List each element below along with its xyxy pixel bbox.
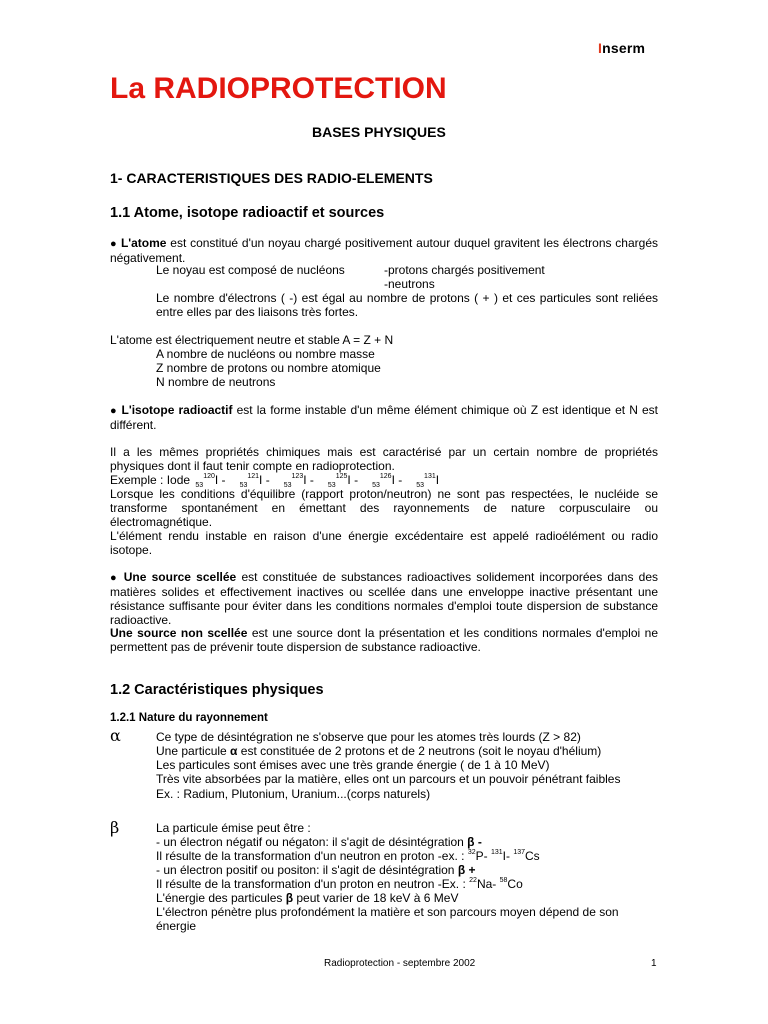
beta-symbol: β xyxy=(110,818,120,837)
element-symbol: Cs xyxy=(525,849,540,863)
bullet-icon: ● xyxy=(110,238,118,250)
atome-electrons: Le nombre d'électrons ( -) est égal au nombre de protons ( + ) et ces particules sont reliées entre elles par des liaisons très fortes. xyxy=(156,291,658,319)
separator: - xyxy=(350,473,359,487)
source-non-scellee-paragraph xyxy=(110,626,658,654)
beta-line-5 xyxy=(156,877,523,891)
separator: - xyxy=(394,473,403,487)
isotope-para3: Lorsque les conditions d'équilibre (rapport proton/neutron) ne sont pas respectées, le nucléide se transforme spontanément en émettant des rayonnements de nature corpusculaire ou électromagnétique. xyxy=(110,487,658,529)
element-symbol: I xyxy=(303,473,307,487)
separator: - xyxy=(218,473,226,487)
alpha-inline-symbol: α xyxy=(230,744,238,758)
iodine-isotope xyxy=(372,473,402,487)
isotope-text: est la forme instable d'un même élément chimique où Z est identique et N est différent. xyxy=(110,403,658,432)
iodine-isotope xyxy=(240,473,270,487)
bullet-icon: ● xyxy=(110,405,118,417)
atome-neutrons: -neutrons xyxy=(384,277,435,291)
source-text-2: est une source dont la présentation et les conditions normales d'emploi ne permettent pas de prévenir toute dispersion de substance radioactive. xyxy=(110,626,658,654)
mass-number: 131 xyxy=(424,473,436,480)
logo-initial: I xyxy=(598,40,603,56)
def-a: A nombre de nucléons ou nombre masse xyxy=(156,347,375,361)
def-n: N nombre de neutrons xyxy=(156,375,276,389)
def-z: Z nombre de protons ou nombre atomique xyxy=(156,361,381,375)
page-footer: Radioprotection - septembre 2002 xyxy=(324,958,476,969)
alpha-line-5: Ex. : Radium, Plutonium, Uranium...(corps naturels) xyxy=(156,787,431,801)
iodine-isotope xyxy=(195,473,225,487)
beta-line-2 xyxy=(156,835,482,849)
beta-line-6b: peut varier de 18 keV à 6 MeV xyxy=(293,891,459,905)
atome-paragraph xyxy=(110,236,658,265)
atomic-number: 53 xyxy=(283,482,292,489)
example-label: Exemple : Iode xyxy=(110,473,191,487)
section-1-2-heading: 1.2 Caractéristiques physiques xyxy=(110,682,324,698)
mass-number: 126 xyxy=(379,473,392,480)
beta-line-5-text: Il résulte de la transformation d'un proton en neutron -Ex. : xyxy=(156,877,470,891)
atomic-number: 53 xyxy=(416,482,425,489)
beta-line-2-text: - un électron négatif ou négaton: il s'agit de désintégration xyxy=(156,835,468,849)
beta-line-7: L'électron pénètre plus profondément la matière et son parcours moyen dépend de son énergie xyxy=(156,905,619,933)
element-symbol: I xyxy=(435,473,440,487)
separator: - xyxy=(262,473,270,487)
mass-number: 123 xyxy=(291,473,304,480)
mass-number: 120 xyxy=(203,473,215,480)
iodine-isotope-list xyxy=(193,473,439,487)
separator: - xyxy=(306,473,314,487)
element-symbol: I xyxy=(214,473,219,487)
iodine-isotope xyxy=(416,473,439,487)
source-lead-2: Une source non scellée xyxy=(110,626,248,640)
element-symbol: P- xyxy=(475,849,491,863)
atome-protons: -protons chargés positivement xyxy=(384,263,545,277)
iodine-isotope xyxy=(284,473,314,487)
isotope-lead: L'isotope radioactif xyxy=(121,403,233,417)
alpha-line-2a: Une particule xyxy=(156,744,231,758)
alpha-line-2b: est constituée de 2 protons et de 2 neutrons (soit le noyau d'hélium) xyxy=(237,744,602,758)
beta-line-4-text: - un électron positif ou positon: il s'agit de désintégration xyxy=(156,863,458,877)
atomic-number: 53 xyxy=(327,482,336,489)
inserm-logo xyxy=(598,40,645,56)
isotope-paragraph xyxy=(110,403,658,432)
mass-number: 131 xyxy=(490,849,503,856)
beta-line-6a: L'énergie des particules xyxy=(156,891,286,905)
alpha-line-4: Très vite absorbées par la matière, elles ont un parcours et un pouvoir pénétrant faibles xyxy=(156,772,621,786)
atomic-number: 53 xyxy=(372,482,380,489)
atome-text: est constitué d'un noyau chargé positivement autour duquel gravitent les électrons chargés négativement. xyxy=(110,236,658,265)
atomic-number: 53 xyxy=(195,482,204,489)
alpha-line-3: Les particules sont émises avec une très grande énergie ( de 1 à 10 MeV) xyxy=(156,758,550,772)
beta-minus: β - xyxy=(467,835,482,849)
mass-number: 137 xyxy=(513,849,525,856)
mass-number: 58 xyxy=(499,877,508,884)
mass-number: 22 xyxy=(469,877,477,884)
source-lead: Une source scellée xyxy=(123,570,237,584)
beta-line-3-text: Il résulte de la transformation d'un neutron en proton -ex. : xyxy=(156,849,468,863)
page-number: 1 xyxy=(651,958,657,969)
isotope-para2: Il a les mêmes propriétés chimiques mais est caractérisé par un certain nombre de propriétés physiques dont il faut tenir compte en radioprotection. xyxy=(110,445,658,473)
beta-line-4 xyxy=(156,863,475,877)
section-1-heading: 1- CARACTERISTIQUES DES RADIO-ELEMENTS xyxy=(110,170,433,186)
beta-line-3 xyxy=(156,849,540,863)
section-1-1-heading: 1.1 Atome, isotope radioactif et sources xyxy=(110,205,385,221)
mass-number: 125 xyxy=(335,473,348,480)
logo-text: nserm xyxy=(602,40,646,56)
page-subtitle: BASES PHYSIQUES xyxy=(312,124,446,140)
mass-number: 121 xyxy=(247,473,260,480)
iodine-example xyxy=(110,473,439,487)
source-scellee-paragraph xyxy=(110,570,658,627)
element-symbol: Co xyxy=(507,877,523,891)
bullet-icon: ● xyxy=(110,572,119,584)
source-text: est constituée de substances radioactives solidement incorporées dans des matières solides et effectivement inactives ou scellée dans une enveloppe inactive présentant une résistance suffisante pour éviter dans les conditions normales d'emploi toute dispersion de substance radioactive. xyxy=(110,570,658,627)
alpha-line-1: Ce type de désintégration ne s'observe que pour les atomes très lourds (Z > 82) xyxy=(156,730,581,744)
element-symbol: I xyxy=(391,473,395,487)
alpha-line-2 xyxy=(156,744,601,758)
atome-noyau: Le noyau est composé de nucléons xyxy=(156,263,345,277)
element-symbol: I xyxy=(347,473,351,487)
atome-lead: L'atome xyxy=(120,236,167,250)
element-symbol: I xyxy=(259,473,263,487)
element-symbol: Na- xyxy=(476,877,500,891)
atomic-number: 53 xyxy=(239,482,248,489)
page-title: La RADIOPROTECTION xyxy=(110,72,447,105)
beta-plus: β + xyxy=(457,863,476,877)
beta-inline-symbol: β xyxy=(285,891,294,905)
mass-number: 32 xyxy=(467,849,476,856)
isotope-para4: L'élément rendu instable en raison d'une énergie excédentaire est appelé radioélément ou radio isotope. xyxy=(110,529,658,557)
beta-line-1: La particule émise peut être : xyxy=(156,821,311,835)
atome-neutre: L'atome est électriquement neutre et stable A = Z + N xyxy=(110,333,394,347)
element-symbol: I- xyxy=(502,849,514,863)
section-1-2-1-heading: 1.2.1 Nature du rayonnement xyxy=(110,712,268,724)
alpha-symbol: α xyxy=(110,726,121,745)
iodine-isotope xyxy=(328,473,358,487)
beta-line-6 xyxy=(156,891,458,905)
